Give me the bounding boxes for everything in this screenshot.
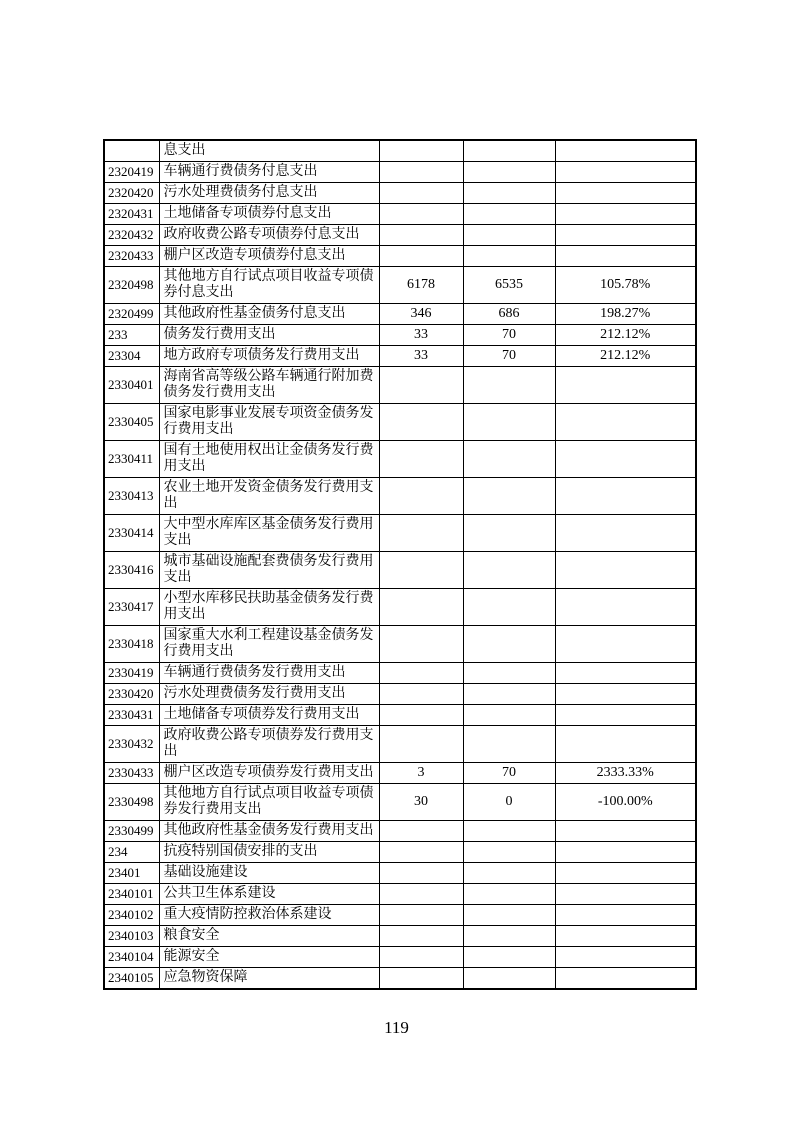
code-cell: 2330433 [104,763,159,784]
item-name-cell: 应急物资保障 [159,968,379,990]
value2-cell [463,626,555,663]
value1-cell: 346 [379,304,463,325]
value2-cell [463,515,555,552]
percent-cell [555,626,696,663]
value1-cell: 30 [379,784,463,821]
table-row [104,663,696,684]
code-cell: 2330401 [104,367,159,404]
table-row [104,441,696,478]
percent-cell [555,968,696,990]
value2-cell [463,821,555,842]
code-cell: 2330432 [104,726,159,763]
value1-cell [379,162,463,183]
budget-table [103,139,697,990]
value2-cell [463,441,555,478]
value1-cell [379,863,463,884]
item-name-cell: 能源安全 [159,947,379,968]
value2-cell [463,842,555,863]
percent-cell [555,821,696,842]
item-name-cell: 棚户区改造专项债券发行费用支出 [159,763,379,784]
value1-cell [379,705,463,726]
budget-table-body [104,140,696,989]
item-name-cell: 土地储备专项债券付息支出 [159,204,379,225]
value2-cell [463,162,555,183]
item-name-cell: 污水处理费债务付息支出 [159,183,379,204]
code-cell: 2320432 [104,225,159,246]
value2-cell [463,552,555,589]
value2-cell [463,726,555,763]
value2-cell [463,367,555,404]
item-name-cell: 政府收费公路专项债券付息支出 [159,225,379,246]
value2-cell: 686 [463,304,555,325]
table-row [104,589,696,626]
item-name-cell: 公共卫生体系建设 [159,884,379,905]
value1-cell [379,947,463,968]
code-cell: 2330413 [104,478,159,515]
value1-cell: 33 [379,346,463,367]
value1-cell: 6178 [379,267,463,304]
value2-cell [463,905,555,926]
item-name-cell: 棚户区改造专项债券付息支出 [159,246,379,267]
value2-cell [463,926,555,947]
percent-cell: 105.78% [555,267,696,304]
percent-cell: 212.12% [555,325,696,346]
percent-cell [555,204,696,225]
percent-cell [555,478,696,515]
percent-cell [555,367,696,404]
code-cell: 2340103 [104,926,159,947]
item-name-cell: 息支出 [159,140,379,162]
code-cell: 2340104 [104,947,159,968]
item-name-cell: 车辆通行费债务发行费用支出 [159,663,379,684]
code-cell: 2330498 [104,784,159,821]
code-cell: 2340105 [104,968,159,990]
percent-cell [555,441,696,478]
value1-cell: 33 [379,325,463,346]
item-name-cell: 车辆通行费债务付息支出 [159,162,379,183]
percent-cell [555,705,696,726]
table-row [104,705,696,726]
code-cell: 2330418 [104,626,159,663]
value1-cell [379,626,463,663]
percent-cell: 2333.33% [555,763,696,784]
percent-cell [555,246,696,267]
value2-cell [463,225,555,246]
code-cell: 2330411 [104,441,159,478]
code-cell: 2320499 [104,304,159,325]
percent-cell [555,884,696,905]
value1-cell [379,968,463,990]
value1-cell [379,225,463,246]
code-cell: 2330417 [104,589,159,626]
table-row [104,367,696,404]
table-row [104,325,696,346]
item-name-cell: 国有土地使用权出让金债务发行费用支出 [159,441,379,478]
value1-cell [379,842,463,863]
value1-cell [379,684,463,705]
item-name-cell: 污水处理费债务发行费用支出 [159,684,379,705]
table-row [104,684,696,705]
table-row [104,404,696,441]
code-cell: 2330416 [104,552,159,589]
item-name-cell: 其他地方自行试点项目收益专项债券付息支出 [159,267,379,304]
table-row [104,515,696,552]
item-name-cell: 国家电影事业发展专项资金债务发行费用支出 [159,404,379,441]
code-cell: 2340102 [104,905,159,926]
item-name-cell: 粮食安全 [159,926,379,947]
table-row [104,346,696,367]
value2-cell: 70 [463,325,555,346]
item-name-cell: 小型水库移民扶助基金债务发行费用支出 [159,589,379,626]
code-cell [104,140,159,162]
value1-cell: 3 [379,763,463,784]
value2-cell [463,684,555,705]
item-name-cell: 大中型水库库区基金债务发行费用支出 [159,515,379,552]
item-name-cell: 其他地方自行试点项目收益专项债券发行费用支出 [159,784,379,821]
value2-cell [463,478,555,515]
value2-cell: 70 [463,763,555,784]
table-row [104,947,696,968]
table-row [104,162,696,183]
table-row [104,304,696,325]
value1-cell [379,552,463,589]
percent-cell: 212.12% [555,346,696,367]
item-name-cell: 其他政府性基金债务发行费用支出 [159,821,379,842]
table-row [104,821,696,842]
value1-cell [379,884,463,905]
code-cell: 2330431 [104,705,159,726]
percent-cell [555,905,696,926]
table-row [104,626,696,663]
table-row [104,246,696,267]
table-row [104,905,696,926]
percent-cell [555,726,696,763]
value2-cell [463,863,555,884]
item-name-cell: 政府收费公路专项债券发行费用支出 [159,726,379,763]
percent-cell [555,183,696,204]
value1-cell [379,663,463,684]
code-cell: 2340101 [104,884,159,905]
code-cell: 2320433 [104,246,159,267]
table-row [104,204,696,225]
percent-cell [555,589,696,626]
page-number: 119 [384,1018,409,1037]
table-row [104,842,696,863]
item-name-cell: 地方政府专项债务发行费用支出 [159,346,379,367]
code-cell: 2320498 [104,267,159,304]
value2-cell [463,884,555,905]
percent-cell [555,404,696,441]
value1-cell [379,183,463,204]
percent-cell [555,842,696,863]
value1-cell [379,204,463,225]
code-cell: 2330419 [104,663,159,684]
value2-cell [463,183,555,204]
value2-cell: 70 [463,346,555,367]
value2-cell [463,140,555,162]
item-name-cell: 土地储备专项债券发行费用支出 [159,705,379,726]
percent-cell [555,552,696,589]
table-row [104,926,696,947]
code-cell: 233 [104,325,159,346]
item-name-cell: 农业土地开发资金债务发行费用支出 [159,478,379,515]
value1-cell [379,478,463,515]
item-name-cell: 抗疫特别国债安排的支出 [159,842,379,863]
code-cell: 23401 [104,863,159,884]
item-name-cell: 城市基础设施配套费债务发行费用支出 [159,552,379,589]
item-name-cell: 重大疫情防控救治体系建设 [159,905,379,926]
value2-cell [463,246,555,267]
value2-cell [463,705,555,726]
item-name-cell: 海南省高等级公路车辆通行附加费债务发行费用支出 [159,367,379,404]
percent-cell: 198.27% [555,304,696,325]
value2-cell [463,404,555,441]
value1-cell [379,404,463,441]
value1-cell [379,726,463,763]
table-row [104,267,696,304]
value1-cell [379,926,463,947]
table-row [104,183,696,204]
percent-cell: -100.00% [555,784,696,821]
percent-cell [555,926,696,947]
item-name-cell: 债务发行费用支出 [159,325,379,346]
value2-cell: 6535 [463,267,555,304]
code-cell: 234 [104,842,159,863]
table-row [104,225,696,246]
percent-cell [555,162,696,183]
item-name-cell: 国家重大水利工程建设基金债务发行费用支出 [159,626,379,663]
percent-cell [555,947,696,968]
value1-cell [379,441,463,478]
item-name-cell: 其他政府性基金债务付息支出 [159,304,379,325]
table-row [104,763,696,784]
code-cell: 2320420 [104,183,159,204]
table-row [104,140,696,162]
value2-cell [463,968,555,990]
percent-cell [555,515,696,552]
value2-cell [463,589,555,626]
value1-cell [379,246,463,267]
value1-cell [379,905,463,926]
item-name-cell: 基础设施建设 [159,863,379,884]
code-cell: 2330420 [104,684,159,705]
code-cell: 2330405 [104,404,159,441]
table-row [104,784,696,821]
table-row [104,863,696,884]
percent-cell [555,684,696,705]
code-cell: 2320419 [104,162,159,183]
value2-cell [463,663,555,684]
percent-cell [555,225,696,246]
code-cell: 2320431 [104,204,159,225]
value1-cell [379,821,463,842]
value2-cell [463,947,555,968]
code-cell: 2330499 [104,821,159,842]
table-row [104,478,696,515]
code-cell: 23304 [104,346,159,367]
value1-cell [379,515,463,552]
value1-cell [379,589,463,626]
table-row [104,726,696,763]
value2-cell [463,204,555,225]
table-row [104,968,696,990]
table-row [104,884,696,905]
table-row [104,552,696,589]
percent-cell [555,140,696,162]
percent-cell [555,863,696,884]
value1-cell [379,140,463,162]
code-cell: 2330414 [104,515,159,552]
value2-cell: 0 [463,784,555,821]
percent-cell [555,663,696,684]
value1-cell [379,367,463,404]
